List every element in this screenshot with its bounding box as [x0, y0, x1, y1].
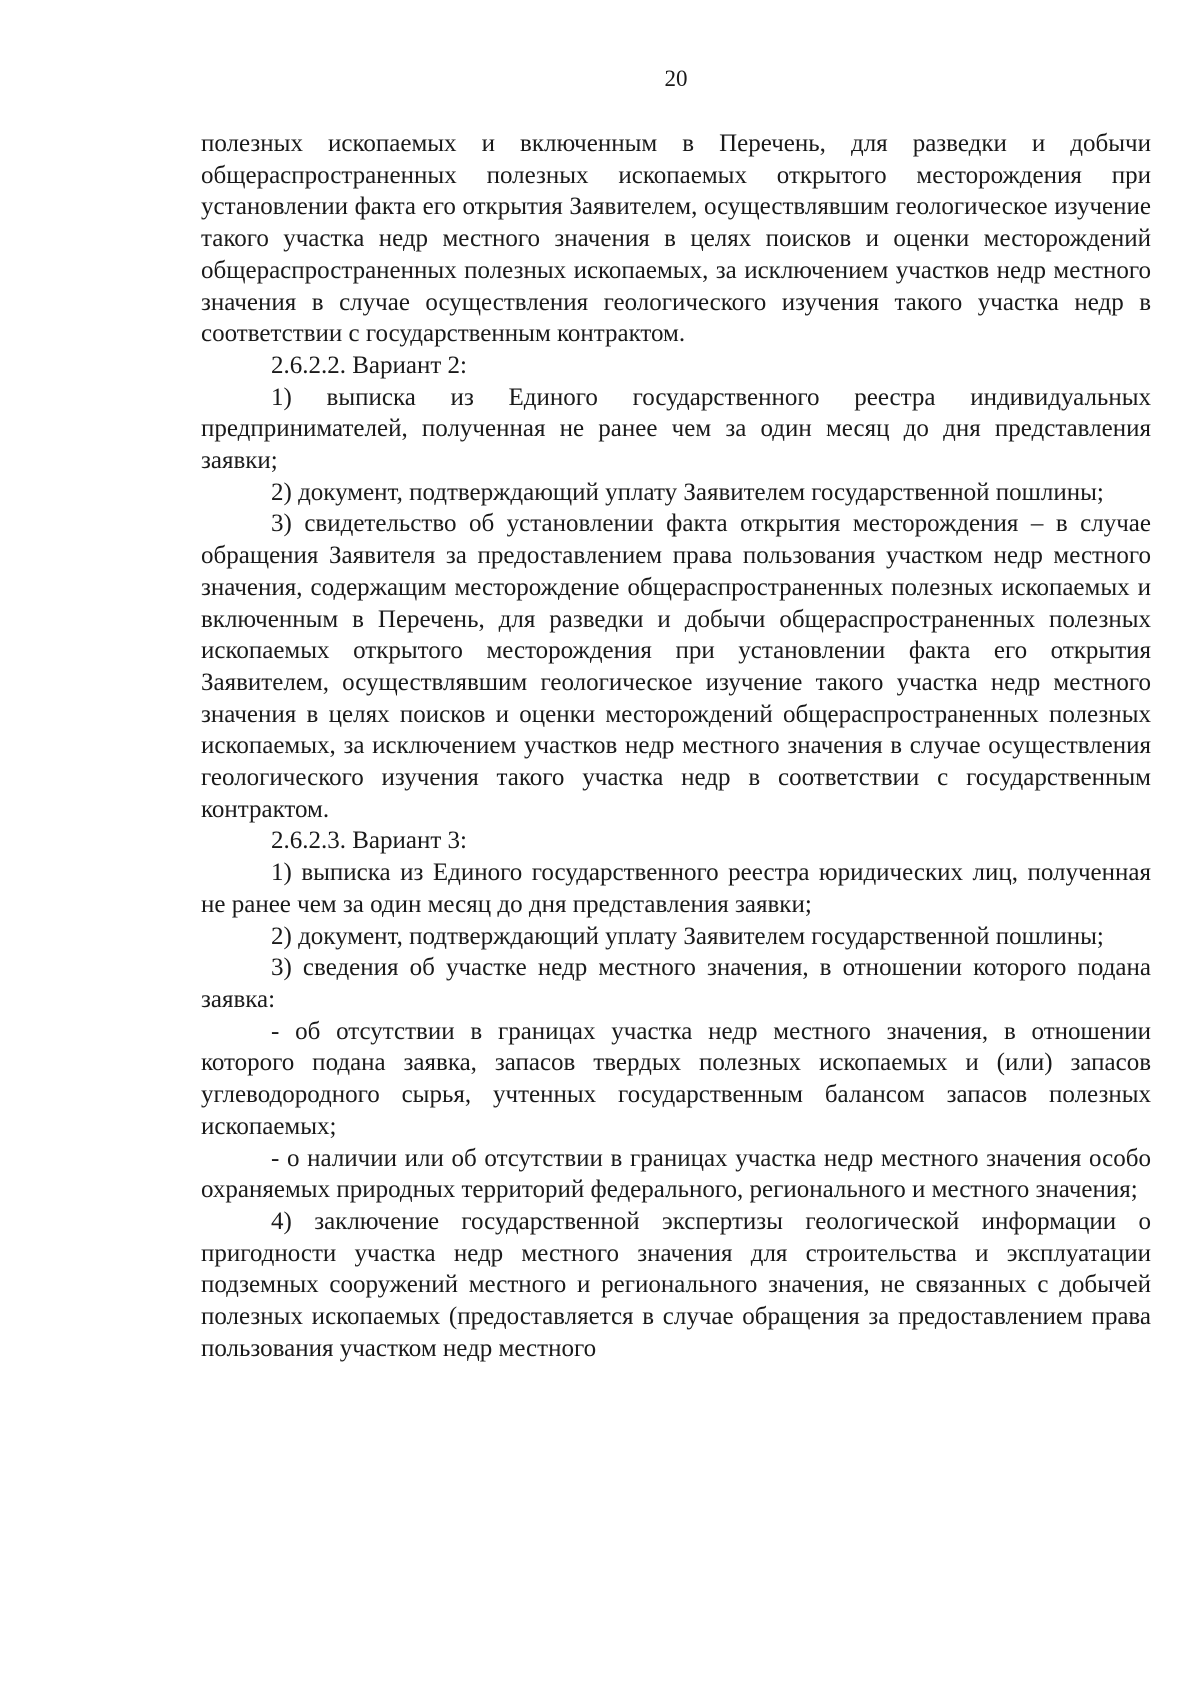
heading-variant-3: 2.6.2.3. Вариант 3:: [271, 827, 467, 855]
list-item: 3) сведения об участке недр местного значения, в отношении которого подана заявка:: [201, 954, 1151, 1013]
list-item: 1) выписка из Единого государственного реестра юридических лиц, полученная не ранее чем за один месяц до дня представления заявки;: [201, 859, 1151, 918]
list-item: 2) документ, подтверждающий уплату Заявителем государственной пошлины;: [271, 922, 1104, 950]
list-item: 2) документ, подтверждающий уплату Заявителем государственной пошлины;: [271, 478, 1104, 506]
paragraph-continuation: полезных ископаемых и включенным в Перечень, для разведки и добычи общераспространенных полезных ископаемых открытого месторождения при установлении факта его открытия Заявителем, осуществлявшим геологическое изучение такого участка недр местного значения в целях поисков и оценки месторождений общераспространенных полезных ископаемых, за исключением участков недр местного значения в случае осуществления геологического изучения такого участка недр в соответствии с государственным контрактом.: [201, 130, 1151, 348]
heading-variant-2: 2.6.2.2. Вариант 2:: [271, 351, 467, 379]
page-number: 20: [664, 66, 688, 91]
list-item: 1) выписка из Единого государственного реестра индивидуальных предпринимателей, полученная не ранее чем за один месяц до дня представления заявки;: [201, 383, 1151, 475]
list-item: 3) свидетельство об установлении факта открытия месторождения – в случае обращения Заявителя за предоставлением права пользования участком недр местного значения, содержащим месторождение общераспространенных полезных ископаемых и включенным в Перечень, для разведки и добычи общераспространенных полезных ископаемых открытого месторождения при установлении факта его открытия Заявителем, осуществлявшим геологическое изучение такого участка недр местного значения в целях поисков и оценки месторождений общераспространенных полезных ископаемых, за исключением участков недр местного значения в случае осуществления геологического изучения такого участка недр в соответствии с государственным контрактом.: [201, 510, 1151, 823]
document-body: [201, 128, 1151, 1364]
sub-list-item: - о наличии или об отсутствии в границах участка недр местного значения особо охраняемых природных территорий федерального, регионального и местного значения;: [201, 1144, 1151, 1204]
sub-list-item: - об отсутствии в границах участка недр местного значения, в отношении которого подана заявка, запасов твердых полезных ископаемых и (или) запасов углеводородного сырья, учтенных государственным балансом запасов полезных ископаемых;: [201, 1017, 1151, 1140]
list-item: 4) заключение государственной экспертизы геологической информации о пригодности участка недр местного значения для строительства и эксплуатации подземных сооружений местного и регионального значения, не связанных с добычей полезных ископаемых (предоставляется в случае обращения за предоставлением права пользования участком недр местного: [201, 1207, 1151, 1362]
